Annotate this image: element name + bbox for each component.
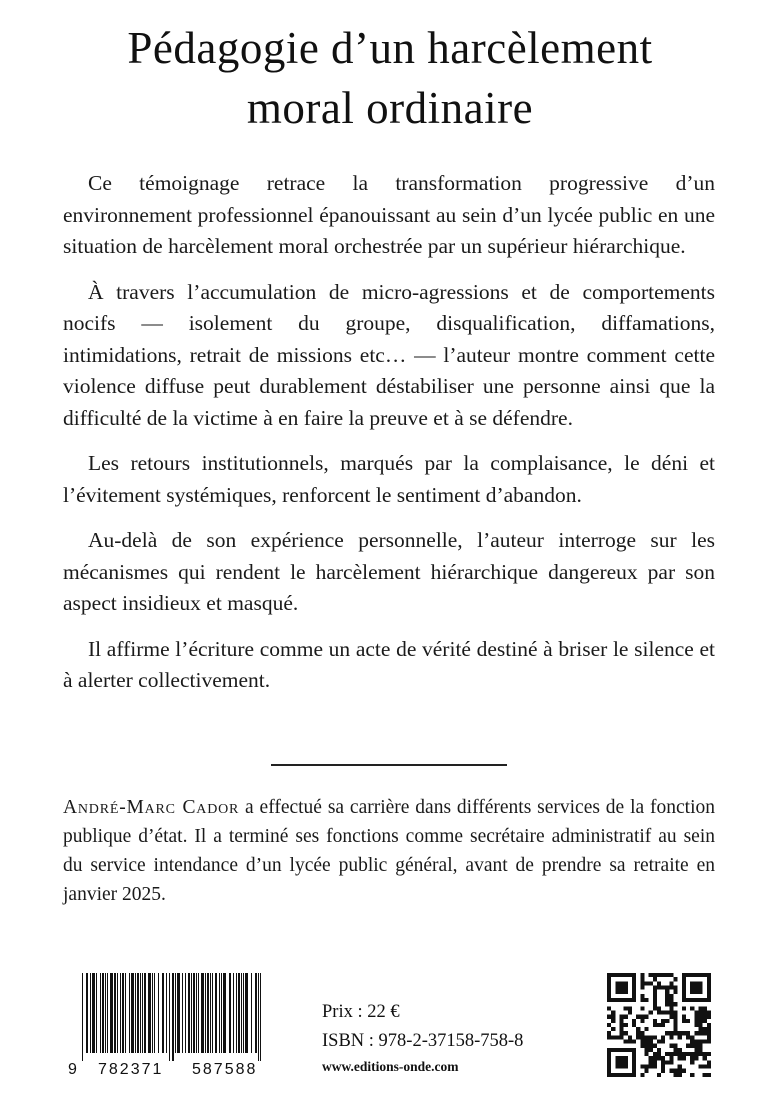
qr-code-icon xyxy=(607,973,711,1077)
barcode-icon xyxy=(62,973,272,1061)
isbn: ISBN : 978-2-37158-758-8 xyxy=(322,1031,524,1051)
summary-paragraph: À travers l’accumulation de micro-agressions et de comportements nocifs — isolement du groupe, disqualification, diffamations, intimidations, retrait de missions etc… — l’auteur montre comment cette violence diffuse peut durablement déstabiliser une personne ainsi que la difficulté de la victime à en faire la preuve et à se défendre. xyxy=(63,279,715,430)
price-info xyxy=(322,998,523,1078)
book-title xyxy=(0,18,780,138)
summary-paragraph: Ce témoignage retrace la transformation progressive d’un environnement professionnel épanouissant au sein d’un lycée public en une situation de harcèlement moral orchestrée par un supérieur hiérarchique. xyxy=(63,171,715,258)
barcode-group-right: 587588 xyxy=(192,1061,258,1078)
title-line-2: moral ordinaire xyxy=(246,83,534,133)
barcode-digits xyxy=(62,1061,272,1083)
barcode xyxy=(62,973,272,1085)
author-bio-text: a effectué sa carrière dans différents services de la fonction publique d’état. Il a terminé ses fonctions comme secrétaire administratif au sein du service intendance d’un lycée public général, avant de prendre sa retraite en janvier 2025. xyxy=(63,797,715,905)
barcode-digit-first: 9 xyxy=(68,1061,77,1078)
price: Prix : 22 € xyxy=(322,1002,400,1022)
author-bio xyxy=(63,793,715,909)
title-line-1: Pédagogie d’un harcèlement xyxy=(127,23,653,73)
summary-paragraph: Les retours institutionnels, marqués par la complaisance, le déni et l’évitement systémiques, renforcent le sentiment d’abandon. xyxy=(63,451,715,507)
summary-paragraph: Au-delà de son expérience personnelle, l’auteur interroge sur les mécanismes qui rendent le harcèlement hiérarchique dangereux par son aspect insidieux et masqué. xyxy=(63,528,715,615)
section-divider xyxy=(271,764,507,766)
publisher-website: www.editions-onde.com xyxy=(322,1059,459,1074)
barcode-group-left: 782371 xyxy=(98,1061,164,1078)
author-name: André-Marc Cador xyxy=(63,797,240,818)
back-cover-summary xyxy=(63,168,715,711)
summary-paragraph: Il affirme l’écriture comme un acte de vérité destiné à briser le silence et à alerter collectivement. xyxy=(63,636,715,692)
